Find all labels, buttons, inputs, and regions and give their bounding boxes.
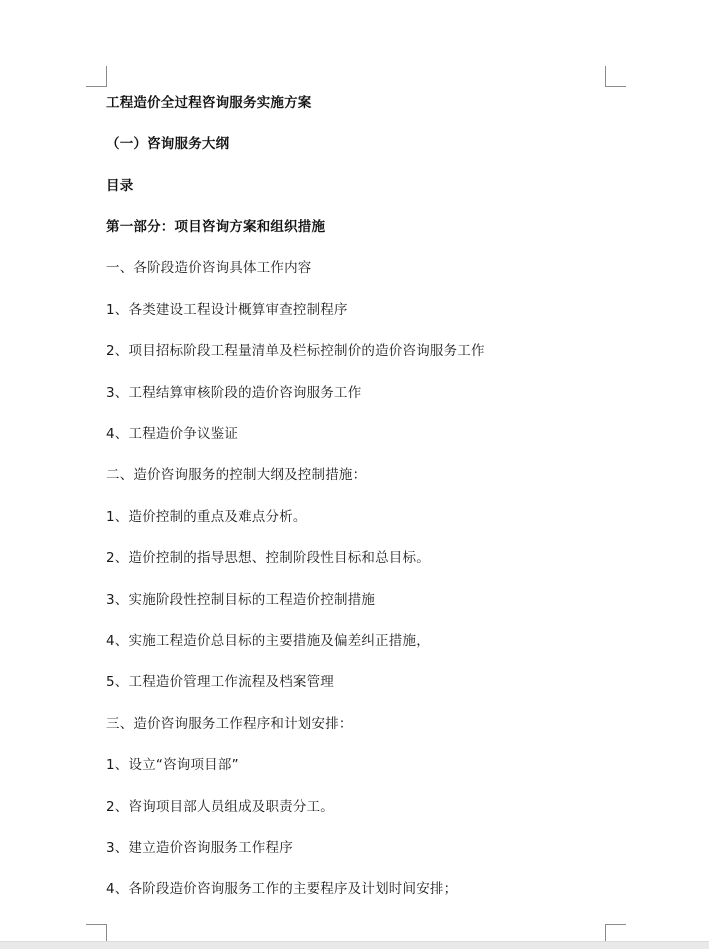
toc-item: 3、实施阶段性控制目标的工程造价控制措施 (106, 592, 376, 608)
toc-heading: 目录 (106, 178, 134, 194)
toc-item: 2、项目招标阶段工程量清单及栏标控制价的造价咨询服务工作 (106, 343, 485, 359)
toc-item: 4、实施工程造价总目标的主要措施及偏差纠正措施， (106, 633, 430, 649)
toc-item: 二、造价咨询服务的控制大纲及控制措施： (106, 467, 367, 483)
section-heading: （一）咨询服务大纲 (106, 136, 230, 152)
toc-item: 2、造价控制的指导思想、控制阶段性目标和总目标。 (106, 550, 430, 566)
toc-item: 1、设立“咨询项目部” (106, 757, 239, 773)
document-title: 工程造价全过程咨询服务实施方案 (106, 95, 312, 111)
part-heading: 第一部分：项目咨询方案和组织措施 (106, 219, 326, 235)
corner-mark-top-left (86, 66, 107, 87)
toc-item: 3、工程结算审核阶段的造价咨询服务工作 (106, 385, 362, 401)
corner-mark-top-right (605, 66, 626, 87)
toc-item: 一、各阶段造价咨询具体工作内容 (106, 260, 312, 276)
toc-item: 4、各阶段造价咨询服务工作的主要程序及计划时间安排； (106, 881, 458, 897)
toc-item: 1、各类建设工程设计概算审查控制程序 (106, 302, 348, 318)
toc-item: 3、建立造价咨询服务工作程序 (106, 840, 293, 856)
toc-item: 三、造价咨询服务工作程序和计划安排： (106, 716, 353, 732)
toc-item: 4、工程造价争议鉴证 (106, 426, 239, 442)
toc-item: 2、咨询项目部人员组成及职责分工。 (106, 799, 334, 815)
toc-item: 5、工程造价管理工作流程及档案管理 (106, 674, 334, 690)
toc-item: 1、造价控制的重点及难点分析。 (106, 509, 307, 525)
